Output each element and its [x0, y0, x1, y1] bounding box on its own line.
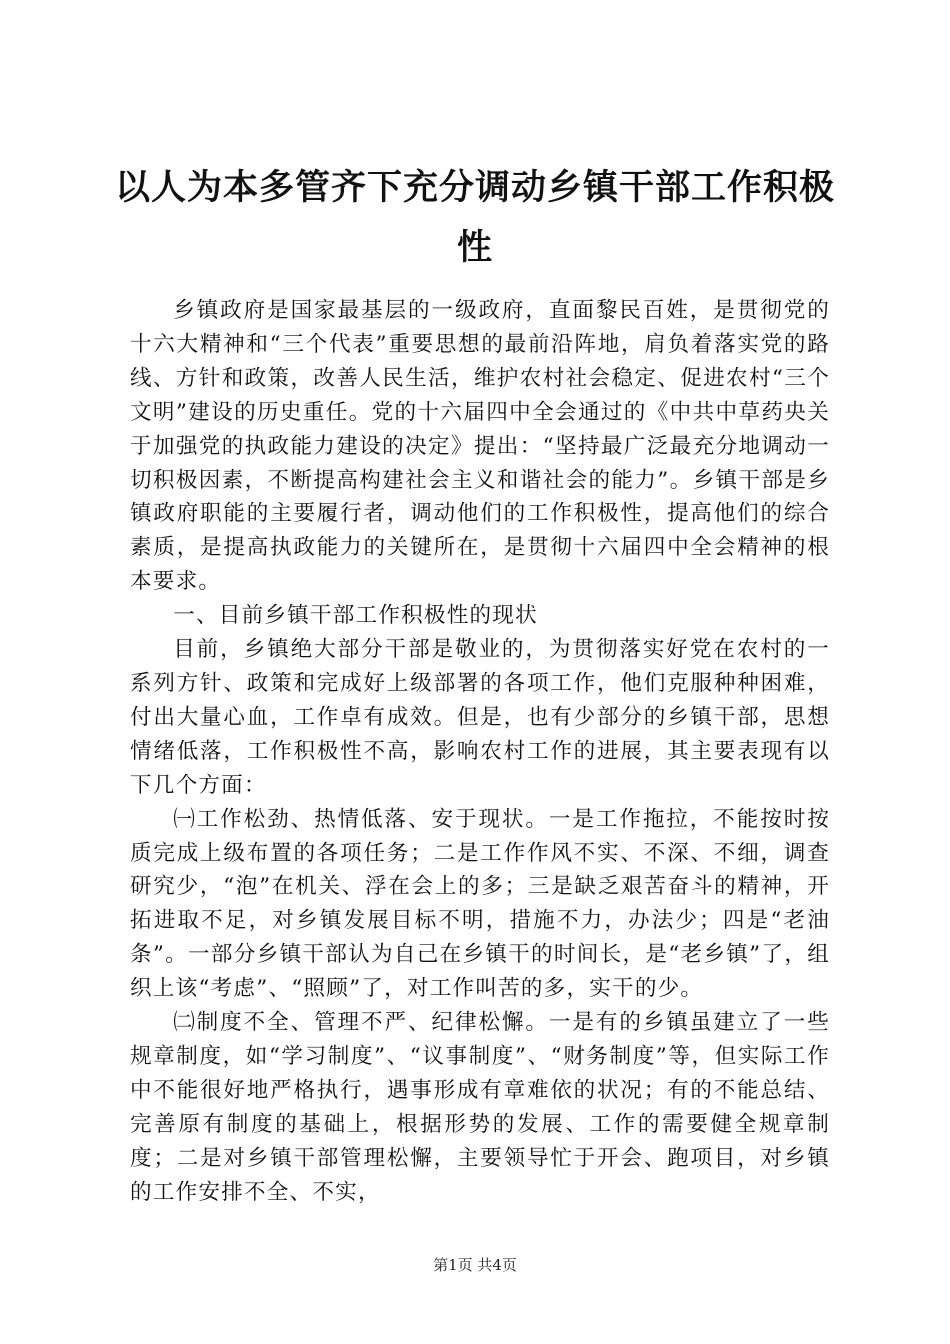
document-body: [130, 294, 830, 1209]
paragraph-intro: 乡镇政府是国家最基层的一级政府，直面黎民百姓，是贯彻党的十六大精神和“三个代表”重要思想的最前沿阵地，肩负着落实党的路线、方针和政策，改善人民生活，维护农村社会稳定、促进农村“三个文明”建设的历史重任。党的十六届四中全会通过的《中共中草药央关于加强党的执政能力建设的决定》提出：“坚持最广泛最充分地调动一切积极因素，不断提高构建社会主义和谐社会的能力”。乡镇干部是乡镇政府职能的主要履行者，调动他们的工作积极性，提高他们的综合素质，是提高执政能力的关键所在，是贯彻十六届四中全会精神的根本要求。: [130, 298, 830, 595]
page-title: 以人为本多管齐下充分调动乡镇干部工作积极性: [114, 168, 835, 268]
paragraph-point-2: ㈡制度不全、管理不严、纪律松懈。一是有的乡镇虽建立了一些规章制度，如“学习制度”、“议事制度”、“财务制度”等，但实际工作中不能很好地严格执行，遇事形成有章难依的状况；有的不能总结、完善原有制度的基础上，根据形势的发展、工作的需要健全规章制度；二是对乡镇干部管理松懈，主要领导忙于开会、跑项目，对乡镇的工作安排不全、不实，: [130, 1010, 830, 1205]
page-footer: 第1页 共4页: [433, 1256, 517, 1274]
paragraph-point-1: ㈠工作松劲、热情低落、安于现状。一是工作拖拉，不能按时按质完成上级布置的各项任务；二是工作作风不实、不深、不细，调查研究少，“泡”在机关、浮在会上的多；三是缺乏艰苦奋斗的精神，开拓进取不足，对乡镇发展目标不明，措施不力，办法少；四是“老油条”。一部分乡镇干部认为自己在乡镇干的时间长，是“老乡镇”了，组织上该“考虑”、“照顾”了，对工作叫苦的多，实干的少。: [130, 806, 830, 1002]
paragraph-status: 目前，乡镇绝大部分干部是敬业的，为贯彻落实好党在农村的一系列方针、政策和完成好上级部署的各项工作，他们克服种种困难，付出大量心血，工作卓有成效。但是，也有少部分的乡镇干部，思想情绪低落，工作积极性不高，影响农村工作的进展，其主要表现有以下几个方面：: [130, 637, 830, 798]
section-heading-1: 一、目前乡镇干部工作积极性的现状: [173, 603, 538, 629]
